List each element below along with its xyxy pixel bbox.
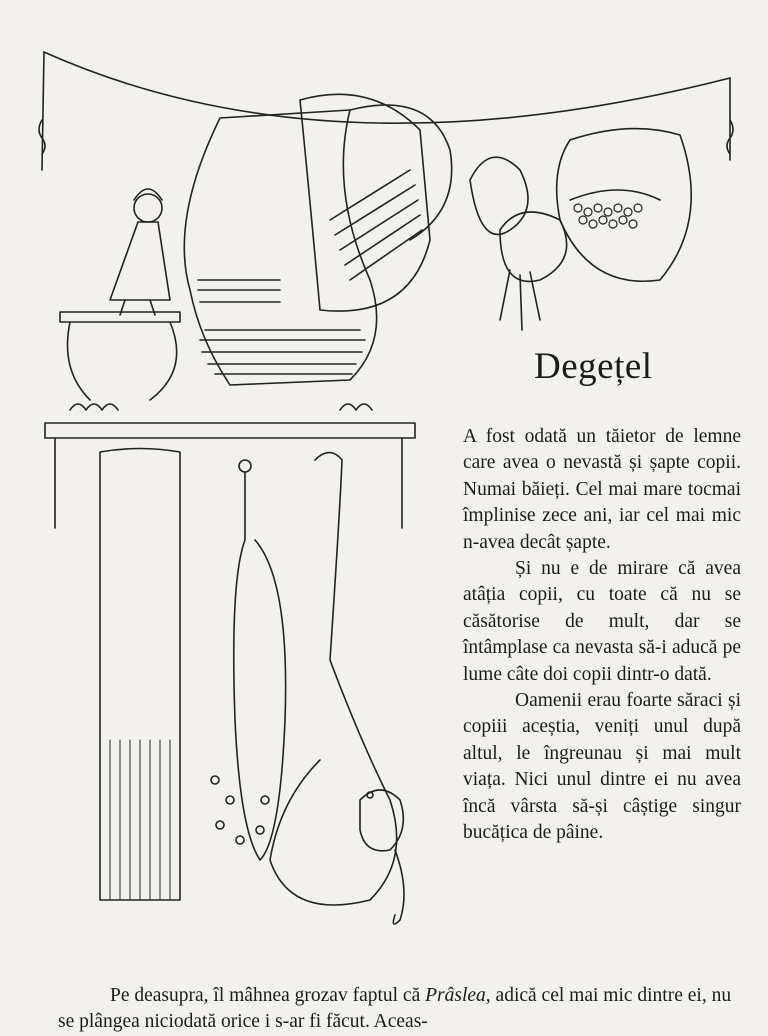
- text-column: [463, 424, 741, 847]
- mouse-drawing: [360, 790, 404, 924]
- hanging-fruit: [470, 157, 567, 281]
- dish-towel-drawing: [100, 449, 180, 901]
- shelf: [45, 423, 415, 438]
- jug-drawing: [184, 105, 451, 385]
- paragraph-3: Oamenii erau foarte săraci și copiii aceștia, veniți unul după altul, le îngreunau și mai mult viața. Nici unul dintre ei nu avea încă vârsta să-și câștige singur bucățica de pâine.: [463, 690, 741, 844]
- thumbling-figure: [110, 189, 170, 315]
- paragraph-1: A fost odată un tăietor de lemne care avea o nevastă și șapte copii. Numai băieți. Cel mai mare tocmai împlinise zece ani, iar cel mai mic n-avea decât șapte.: [463, 426, 741, 553]
- paragraph-4-end: , adică cel mai mic dintre ei, nu se plângea niciodată orice i s-ar fi făcut. Aceas-: [58, 985, 732, 1033]
- apron-drawing: [557, 129, 692, 282]
- paragraph-4-start: Pe deasupra, îl mâhnea grozav faptul că: [110, 985, 426, 1006]
- ladle-drawing: [270, 453, 397, 906]
- skimmer-ladle-drawing: [211, 460, 286, 860]
- towel-drawing: [300, 94, 430, 311]
- stool-drawing: [60, 312, 180, 400]
- story-title: Degețel: [534, 346, 653, 387]
- clothesline: [44, 52, 730, 123]
- prâslea-name: Prâslea: [425, 985, 486, 1006]
- paragraph-4: [58, 983, 740, 1036]
- eggs: [574, 204, 642, 228]
- paragraph-2: Și nu e de mirare că avea atâția copii, cu toate că nu se căsătorise de mult, dar se întâmplase ca nevasta să-i aducă pe lume câte doi copii dintr-o dată.: [463, 558, 741, 685]
